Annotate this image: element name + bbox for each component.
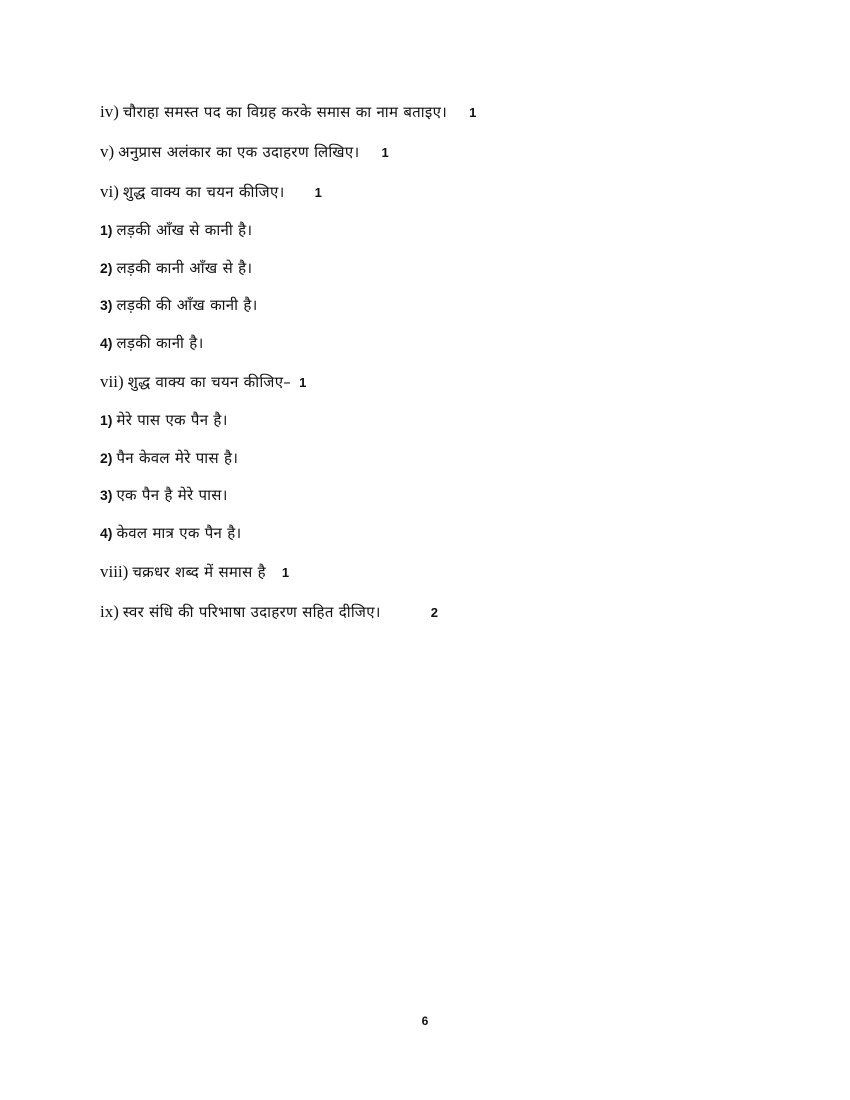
question-viii [100,561,289,584]
question-number: vi) [100,182,119,201]
question-ix [100,601,438,624]
question-text: चौराहा समस्त पद का विग्रह करके समास का नाम बताइए। [122,103,448,121]
question-iv [100,101,476,124]
option-item [100,409,228,432]
option-item [100,484,228,507]
question-text: चक्रधर शब्द में समास है [132,563,266,581]
question-number: vii) [100,372,124,391]
option-item [100,332,204,355]
question-number: ix) [100,602,119,621]
option-number: 4) [100,525,113,541]
question-vi [100,181,322,204]
question-v [100,141,389,164]
option-text: लड़की आँख से कानी है। [116,221,253,239]
option-item [100,447,238,470]
question-text: शुद्ध वाक्य का चयन कीजिए– [127,373,292,391]
question-marks: 2 [430,605,439,620]
question-marks: 1 [314,185,322,200]
question-marks: 1 [381,145,389,160]
page-number: 6 [421,1014,429,1028]
option-number: 4) [100,335,113,351]
question-number: v) [100,142,115,161]
question-text: शुद्ध वाक्य का चयन कीजिए। [122,183,285,201]
question-marks: 1 [281,565,290,580]
option-text: लड़की की आँख कानी है। [116,296,258,314]
question-number: viii) [100,562,129,581]
option-text: मेरे पास एक पैन है। [116,411,228,429]
question-text: अनुप्रास अलंकार का एक उदाहरण लिखिए। [118,143,360,161]
question-marks: 1 [299,375,307,390]
question-number: iv) [100,102,119,121]
option-text: पैन केवल मेरे पास है। [116,449,239,467]
question-marks: 1 [469,105,477,120]
option-item [100,257,252,280]
option-item [100,219,252,242]
option-text: लड़की कानी आँख से है। [116,259,253,277]
question-vii [100,371,306,394]
option-number: 3) [100,487,113,503]
option-number: 1) [100,222,113,238]
option-number: 1) [100,412,113,428]
option-text: केवल मात्र एक पैन है। [116,524,242,542]
option-item [100,294,258,317]
question-text: स्वर संधि की परिभाषा उदाहरण सहित दीजिए। [122,603,381,621]
option-text: लड़की कानी है। [116,334,204,352]
option-text: एक पैन है मेरे पास। [116,486,228,504]
option-number: 2) [100,450,113,466]
option-item [100,522,242,545]
option-number: 3) [100,297,113,313]
option-number: 2) [100,260,113,276]
